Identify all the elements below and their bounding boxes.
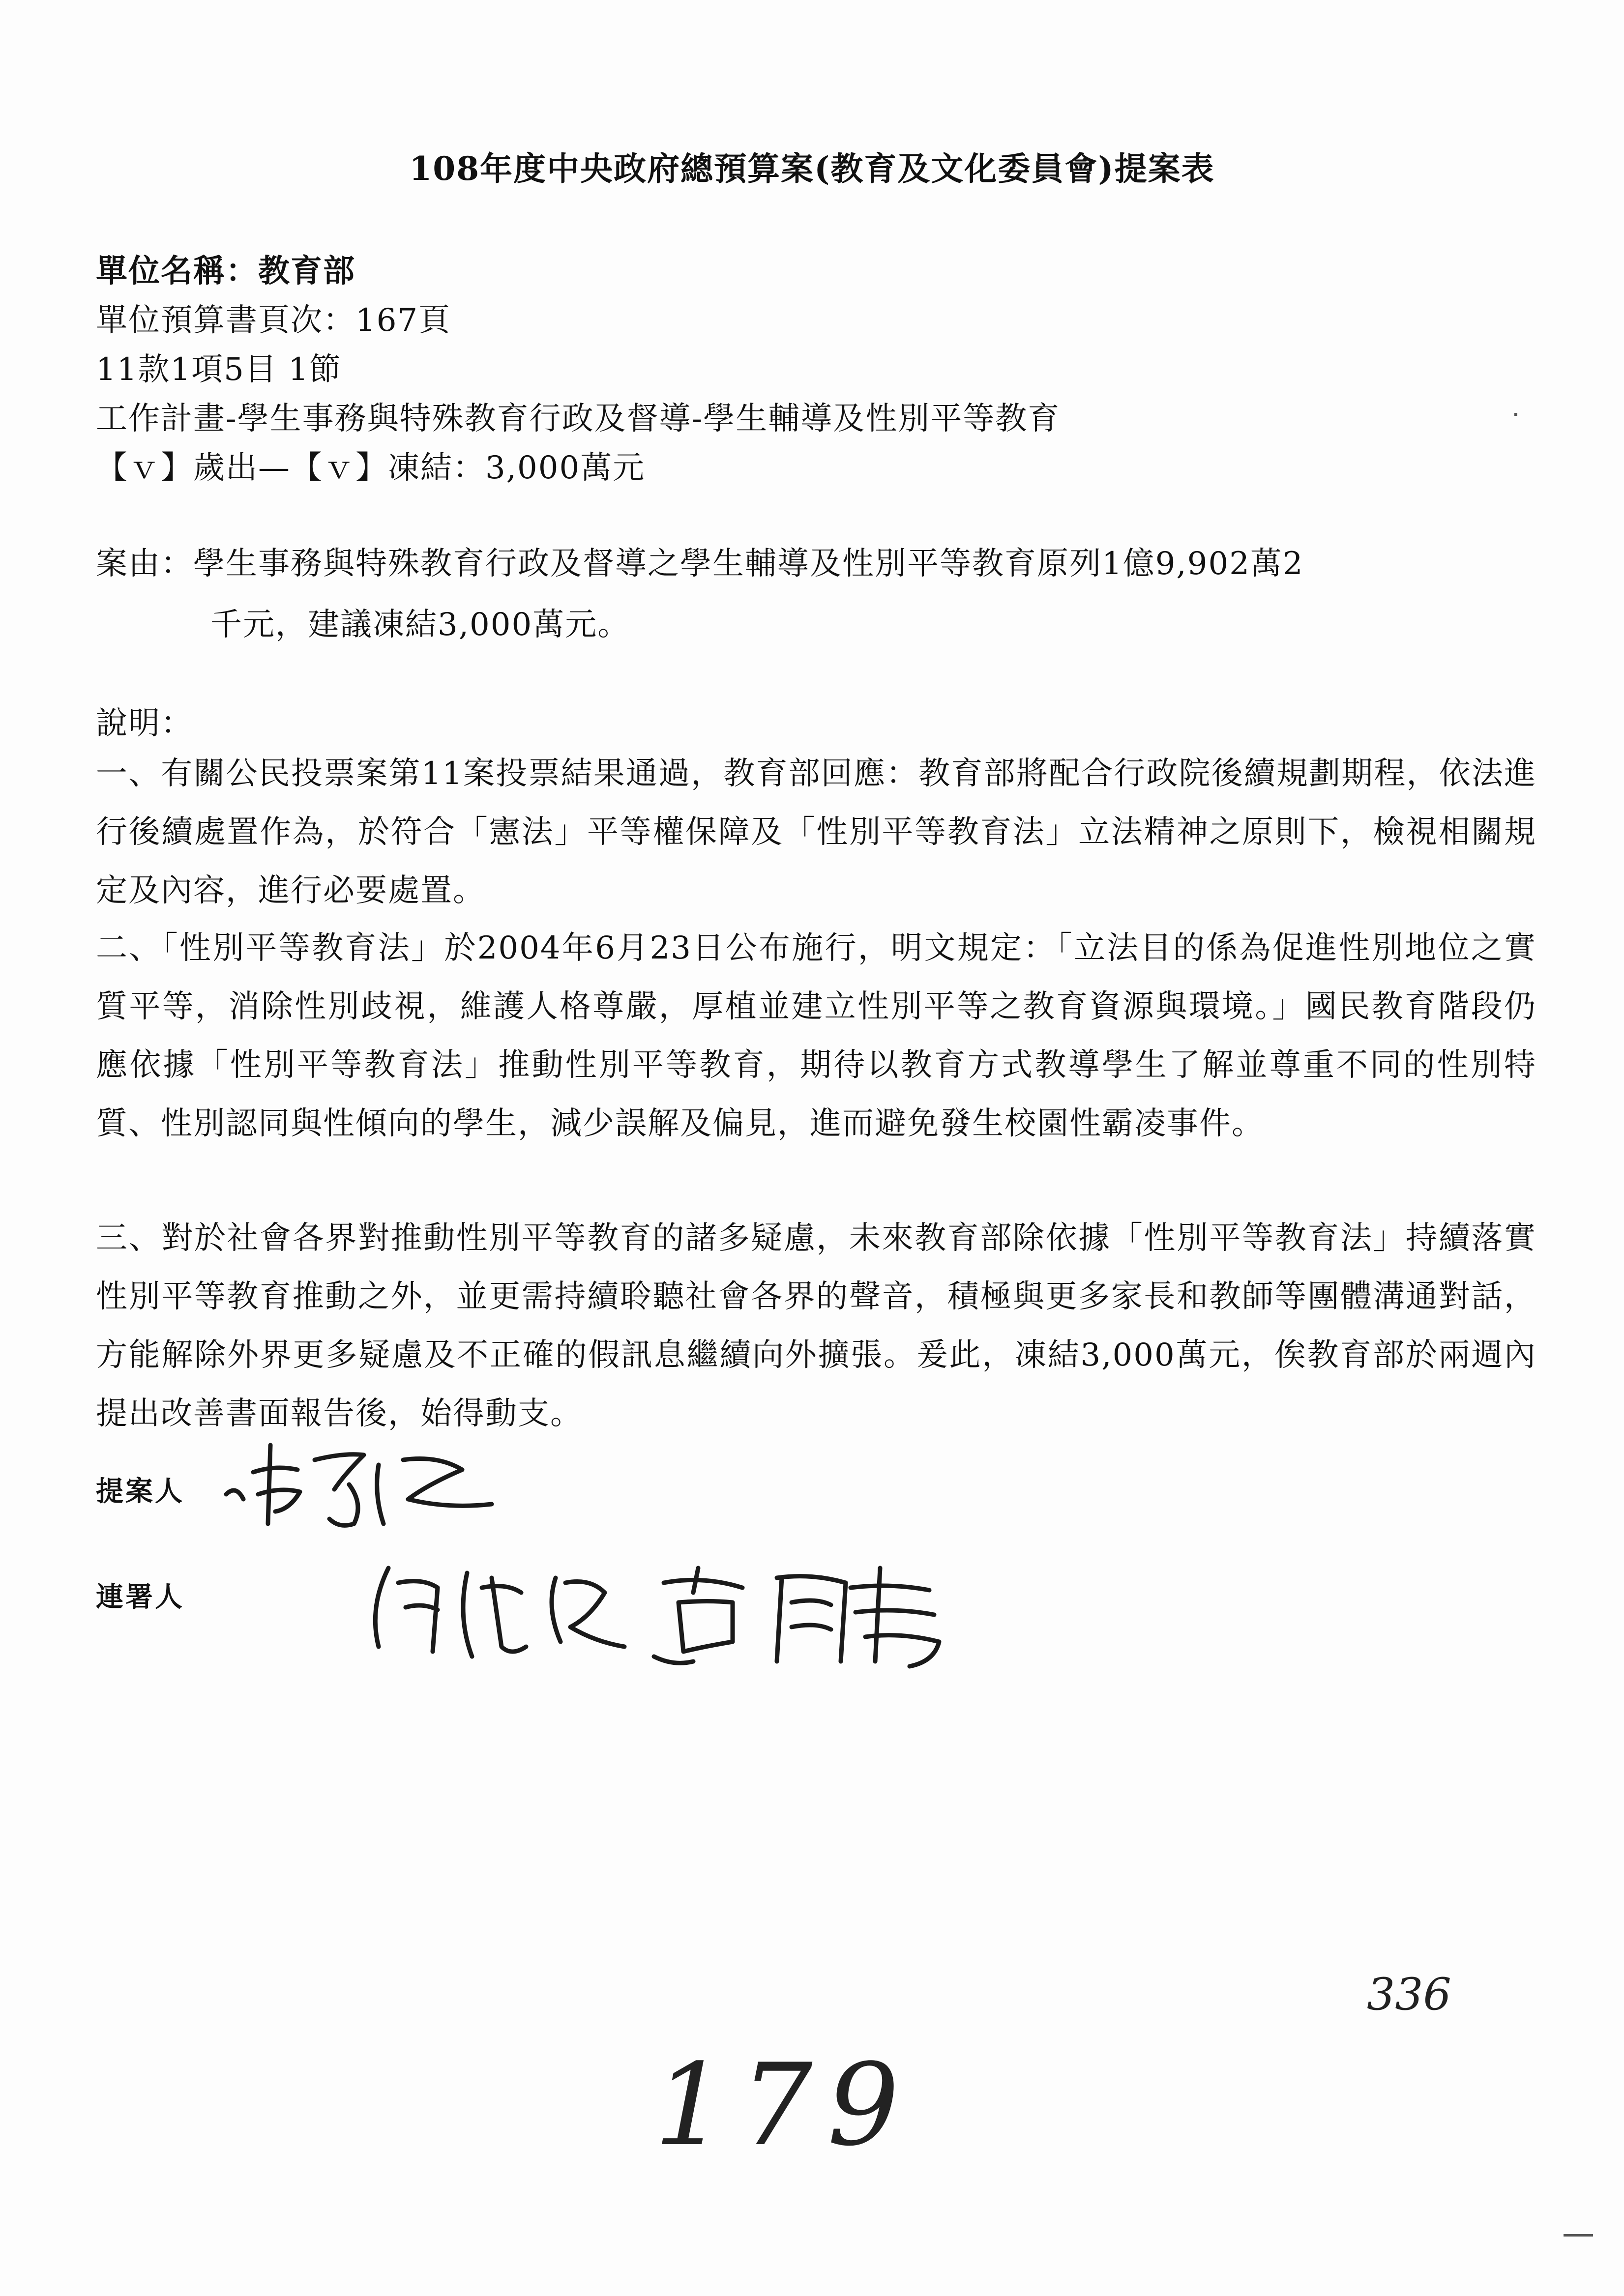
explanation-heading: 說明： xyxy=(96,705,193,742)
explanation-item-2: 二、「性別平等教育法」於2004年6月23日公布施行，明文規定：「立法目的係為促進性別地位之實質平等，消除性別歧視，維護人格尊嚴，厚植並建立性別平等之教育資源與環境。」國民教育階段仍應依據「性別平等教育法」推動性別平等教育，期待以教育方式教導學生了解並尊重不同的性別特質、性別認同與性傾向的學生，減少誤解及偏見，進而避免發生校園性霸凌事件。 xyxy=(96,930,1536,1142)
work-plan: 工作計畫-學生事務與特殊教育行政及督導-學生輔導及性別平等教育 xyxy=(96,401,1061,437)
case-block xyxy=(96,533,1541,655)
handwritten-corner-number: 336 xyxy=(1367,1969,1451,2020)
explanation-item-3: 三、對於社會各界對推動性別平等教育的諸多疑慮，未來教育部除依據「性別平等教育法」持續落實性別平等教育推動之外，並更需持續聆聽社會各界的聲音，積極與更多家長和教師等團體溝通對話，方能解除外界更多疑慮及不正確的假訊息繼續向外擴張。爰此，凍結3,000萬元，俟教育部於兩週內提出改善書面報告後，始得動支。 xyxy=(96,1220,1536,1432)
case-line2: 千元，建議凍結3,000萬元。 xyxy=(210,607,630,643)
cosigner-label: 連署人 xyxy=(96,1581,184,1613)
type-line: 【ｖ】歲出—【ｖ】凍結：3,000萬元 xyxy=(96,450,646,486)
document-title: 108年度中央政府總預算案(教育及文化委員會)提案表 xyxy=(409,149,1215,188)
scan-dot xyxy=(1514,413,1517,416)
scan-mark xyxy=(1564,2234,1593,2237)
handwritten-page-number: 179 xyxy=(654,2040,914,2171)
unit-name: 單位名稱：教育部 xyxy=(96,253,355,290)
case-line1: 學生事務與特殊教育行政及督導之學生輔導及性別平等教育原列1億9,902萬2 xyxy=(193,546,1304,582)
budget-page: 單位預算書頁次：167頁 xyxy=(96,302,451,339)
item-code: 11款1項5目 1節 xyxy=(96,351,342,388)
proposer-signature xyxy=(216,1425,521,1539)
explanation-item-1: 一、有關公民投票案第11案投票結果通過，教育部回應：教育部將配合行政院後續規劃期程，依法進行後續處置作為，於符合「憲法」平等權保障及「性別平等教育法」立法精神之原則下，檢視相關規定及內容，進行必要處置。 xyxy=(96,756,1536,909)
proposer-label: 提案人 xyxy=(96,1475,184,1508)
case-label: 案由： xyxy=(96,546,193,582)
cosigner-signatures xyxy=(359,1548,978,1676)
